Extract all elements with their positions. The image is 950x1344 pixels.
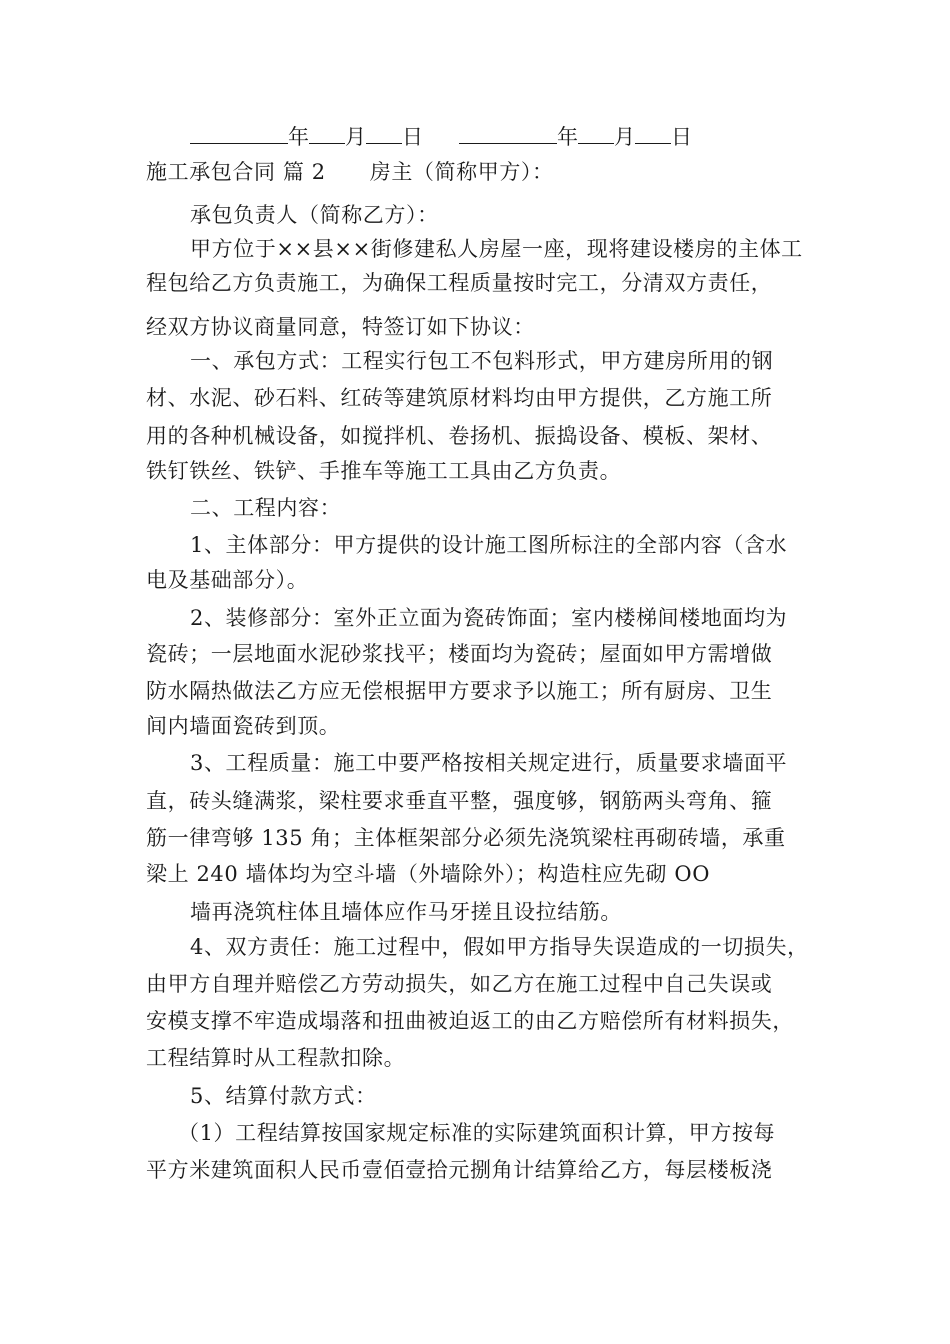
clause-line: （1）工程结算按国家规定标准的实际建筑面积计算，甲方按每: [178, 1121, 776, 1145]
date-signature-line: [190, 123, 692, 150]
day-blank-2: [635, 123, 671, 144]
year-blank-2: [459, 123, 557, 144]
clause-line: 3、工程质量：施工中要严格按相关规定进行，质量要求墙面平: [190, 751, 788, 775]
month-label-2: 月: [614, 125, 635, 149]
body-line: 工程结算时从工程款扣除。: [146, 1046, 406, 1070]
body-line: 墙再浇筑柱体且墙体应作马牙搓且设拉结筋。: [190, 900, 622, 924]
clause-line: 5、结算付款方式：: [190, 1084, 377, 1108]
year-label-2: 年: [557, 125, 578, 149]
body-line: 平方米建筑面积人民币壹佰壹拾元捌角计结算给乙方，每层楼板浇: [146, 1158, 773, 1182]
section-heading: 二、工程内容：: [190, 496, 342, 520]
body-line: 防水隔热做法乙方应无偿根据甲方要求予以施工；所有厨房、卫生: [146, 679, 773, 703]
day-blank-1: [366, 123, 402, 144]
contract-title: 施工承包合同 篇 2: [146, 160, 326, 184]
year-label-1: 年: [288, 125, 309, 149]
body-line: 铁钉铁丝、铁铲、手推车等施工工具由乙方负责。: [146, 459, 622, 483]
body-line: 瓷砖；一层地面水泥砂浆找平；楼面均为瓷砖；屋面如甲方需增做: [146, 642, 773, 666]
clause-line: 4、双方责任：施工过程中，假如甲方指导失误造成的一切损失，: [190, 935, 809, 959]
body-line: 安模支撑不牢造成塌落和扭曲被迫返工的由乙方赔偿所有材料损失，: [146, 1009, 794, 1033]
section-heading: 一、承包方式：工程实行包工不包料形式，甲方建房所用的钢: [190, 349, 774, 373]
body-line: 间内墙面瓷砖到顶。: [146, 714, 341, 738]
body-line: 用的各种机械设备，如搅拌机、卷扬机、振捣设备、模板、架材、: [146, 424, 773, 448]
clause-line: 1、主体部分：甲方提供的设计施工图所标注的全部内容（含水: [190, 533, 788, 557]
heading-line: [146, 159, 554, 185]
year-blank-1: [190, 123, 288, 144]
party-a-label: 房主（简称甲方）：: [369, 160, 554, 184]
party-b-label: 承包负责人（简称乙方）：: [190, 203, 439, 227]
clause-line: 2、装修部分：室外正立面为瓷砖饰面；室内楼梯间楼地面均为: [190, 606, 788, 630]
body-line: 筋一律弯够 135 角；主体框架部分必须先浇筑梁柱再砌砖墙，承重: [146, 826, 786, 850]
day-label-2: 日: [671, 125, 692, 149]
month-blank-2: [578, 123, 614, 144]
month-blank-1: [309, 123, 345, 144]
day-label-1: 日: [402, 125, 423, 149]
month-label-1: 月: [345, 125, 366, 149]
body-line: 甲方位于××县××街修建私人房屋一座，现将建设楼房的主体工: [190, 237, 803, 261]
body-line: 经双方协议商量同意，特签订如下协议：: [146, 315, 535, 339]
body-line: 直，砖头缝满浆，梁柱要求垂直平整，强度够，钢筋两头弯角、箍: [146, 789, 773, 813]
body-line: 由甲方自理并赔偿乙方劳动损失，如乙方在施工过程中自己失误或: [146, 972, 773, 996]
body-line: 材、水泥、砂石料、红砖等建筑原材料均由甲方提供，乙方施工所: [146, 386, 773, 410]
body-line: 电及基础部分）。: [146, 568, 309, 592]
body-line: 梁上 240 墙体均为空斗墙（外墙除外）；构造柱应先砌 OO: [146, 862, 711, 886]
body-line: 程包给乙方负责施工，为确保工程质量按时完工，分清双方责任，: [146, 271, 773, 295]
